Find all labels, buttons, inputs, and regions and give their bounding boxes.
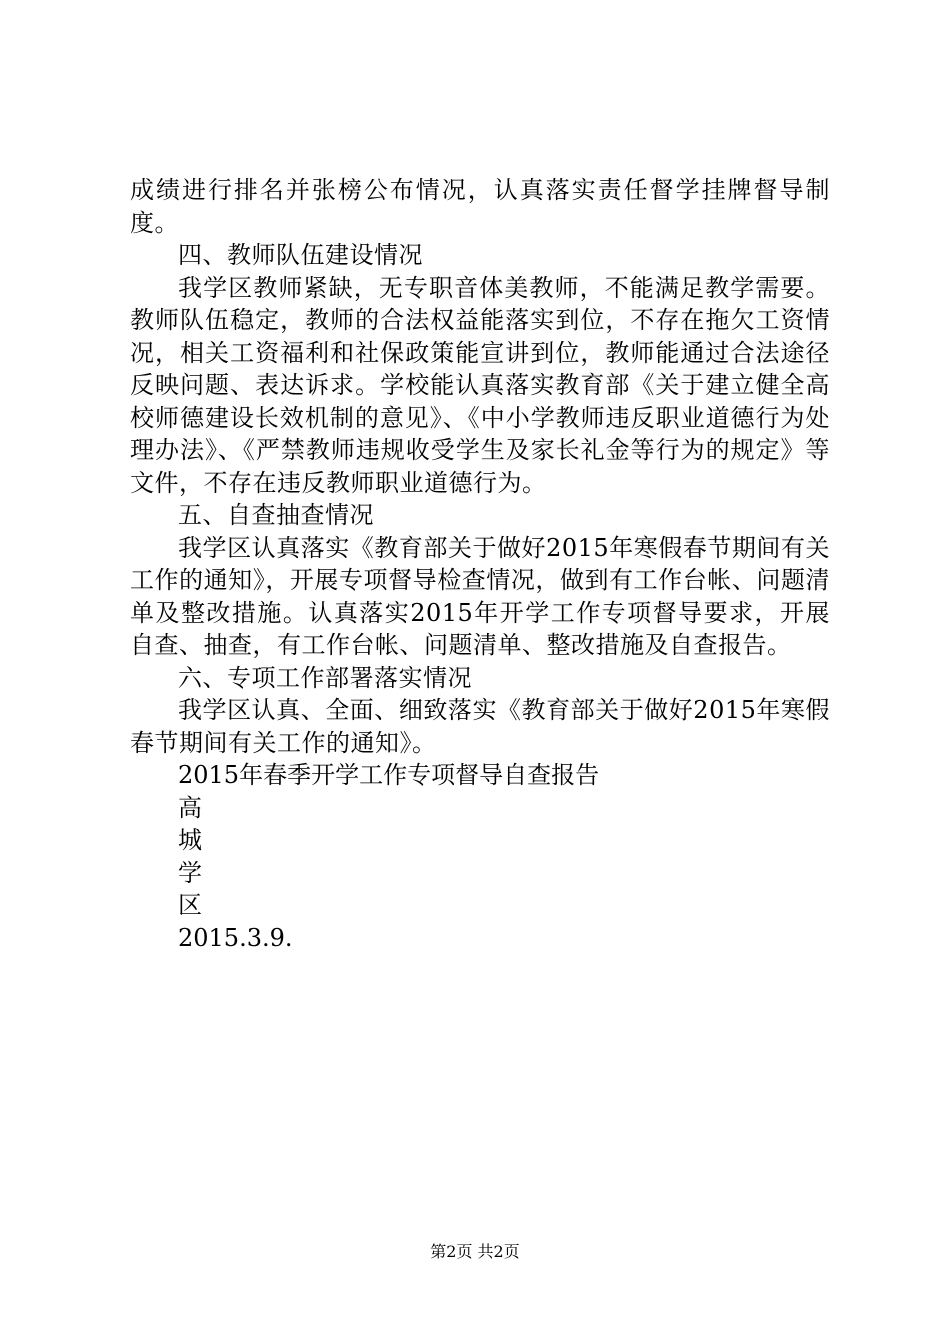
- paragraph-special-work: 我学区认真、全面、细致落实《教育部关于做好2015年寒假春节期间有关工作的通知》。: [130, 696, 830, 757]
- section-heading-teachers: 四、教师队伍建设情况: [178, 241, 423, 269]
- section-heading-special-work: 六、专项工作部署落实情况: [178, 663, 472, 692]
- section-heading-self-check: 五、自查抽查情况: [178, 501, 374, 529]
- document-date: 2015.3.9.: [178, 923, 293, 952]
- signature-char: 学: [178, 858, 202, 887]
- signature-char: 高: [178, 793, 202, 822]
- paragraph-continuation: 成绩进行排名并张榜公布情况，认真落实责任督学挂牌督导制度。: [130, 176, 830, 237]
- signature-char: 区: [178, 891, 202, 919]
- page-footer: 第2页 共2页: [430, 1242, 520, 1261]
- document-body: [130, 174, 830, 954]
- paragraph-self-check: 我学区认真落实《教育部关于做好2015年寒假春节期间有关工作的通知》，开展专项督导检查情况，做到有工作台帐、问题清单及整改措施。认真落实2015年开学工作专项督导要求，开展自查、抽查，有工作台帐、问题清单、整改措施及自查报告。: [130, 533, 830, 659]
- signature-char: 城: [178, 826, 202, 854]
- report-title: 2015年春季开学工作专项督导自查报告: [178, 761, 600, 789]
- paragraph-teachers: 我学区教师紧缺，无专职音体美教师，不能满足教学需要。教师队伍稳定，教师的合法权益能落实到位，不存在拖欠工资情况，相关工资福利和社保政策能宣讲到位，教师能通过合法途径反映问题、表达诉求。学校能认真落实教育部《关于建立健全高校师德建设长效机制的意见》、《中小学教师违反职业道德行为处理办法》、《严禁教师违规收受学生及家长礼金等行为的规定》等文件，不存在违反教师职业道德行为。: [130, 273, 830, 497]
